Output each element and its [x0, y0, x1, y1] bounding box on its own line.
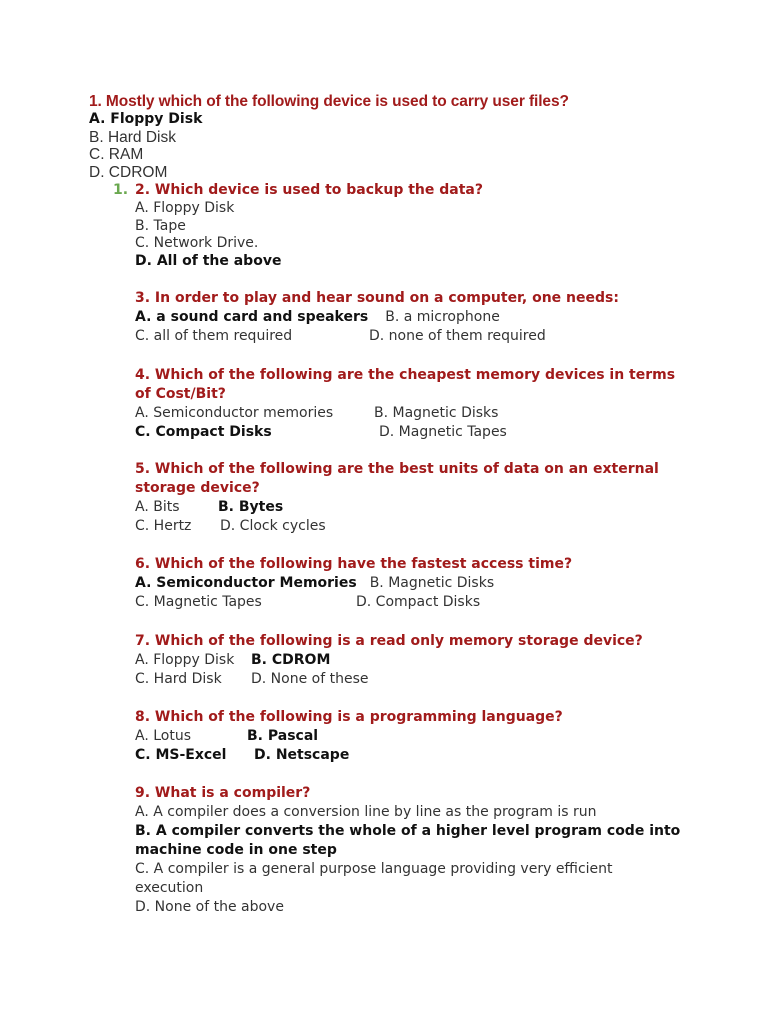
- question-3-text: 3. In order to play and hear sound on a computer, one needs:: [135, 290, 619, 306]
- question-5-option-b: B. Bytes: [218, 499, 284, 515]
- question-1-option-d: D. CDROM: [89, 163, 168, 181]
- question-2-option-a: A. Floppy Disk: [135, 200, 235, 216]
- question-7-option-b: B. CDROM: [251, 652, 331, 668]
- question-4-option-a: A. Semiconductor memories: [135, 405, 334, 421]
- question-6-option-a: A. Semiconductor Memories: [135, 575, 357, 591]
- question-3-option-b: B. a microphone: [385, 309, 500, 325]
- question-4-option-c: C. Compact Disks: [135, 424, 272, 440]
- question-9-option-d: D. None of the above: [135, 899, 284, 915]
- question-3-option-a: A. a sound card and speakers: [135, 309, 369, 325]
- question-9-option-b: B. A compiler converts the whole of a higher level program code into machine code in one step: [135, 823, 681, 858]
- question-8-option-c: C. MS-Excel: [135, 747, 227, 763]
- question-6-text: 6. Which of the following have the fastest access time?: [135, 556, 573, 572]
- question-4-text: 4. Which of the following are the cheapest memory devices in terms of Cost/Bit?: [135, 367, 676, 402]
- question-3-option-c: C. all of them required: [135, 328, 293, 344]
- question-5-option-d: D. Clock cycles: [220, 518, 326, 534]
- question-9-option-a: A. A compiler does a conversion line by line as the program is run: [135, 804, 597, 820]
- question-9: [135, 784, 735, 917]
- question-5: [135, 460, 735, 536]
- question-2-option-b: B. Tape: [135, 217, 186, 234]
- question-3: [135, 289, 735, 346]
- question-2-option-c: C. Network Drive.: [135, 235, 259, 251]
- question-1-option-c: C. RAM: [89, 146, 144, 164]
- question-8-option-a: A. Lotus: [135, 728, 192, 744]
- question-9-option-c: C. A compiler is a general purpose language providing very efficient execution: [135, 861, 613, 896]
- question-7: [135, 632, 735, 689]
- question-2-option-d: D. All of the above: [135, 252, 282, 269]
- question-6: [135, 555, 735, 612]
- question-1-option-b: B. Hard Disk: [89, 128, 176, 146]
- question-1-text: 1. Mostly which of the following device is used to carry user files?: [89, 93, 569, 110]
- question-8-option-b: B. Pascal: [247, 728, 319, 744]
- question-9-text: 9. What is a compiler?: [135, 785, 311, 801]
- question-7-option-c: C. Hard Disk: [135, 671, 222, 687]
- question-6-option-b: B. Magnetic Disks: [369, 575, 495, 591]
- question-4-option-d: D. Magnetic Tapes: [379, 424, 507, 440]
- question-1: [89, 93, 749, 181]
- question-1-option-a: A. Floppy Disk: [89, 111, 203, 127]
- question-6-option-d: D. Compact Disks: [356, 594, 481, 610]
- question-7-option-d: D. None of these: [251, 671, 369, 687]
- question-7-text: 7. Which of the following is a read only memory storage device?: [135, 633, 643, 649]
- question-6-option-c: C. Magnetic Tapes: [135, 594, 262, 610]
- question-2: [135, 181, 735, 270]
- question-8-option-d: D. Netscape: [254, 747, 350, 763]
- question-7-option-a: A. Floppy Disk: [135, 652, 235, 668]
- question-5-option-a: A. Bits: [135, 499, 180, 515]
- question-5-text: 5. Which of the following are the best units of data on an external storage device?: [135, 461, 659, 496]
- question-8: [135, 708, 735, 765]
- question-4: [135, 366, 735, 442]
- list-number-marker: 1.: [113, 182, 129, 198]
- question-4-option-b: B. Magnetic Disks: [374, 405, 499, 421]
- question-2-text: 2. Which device is used to backup the data?: [135, 182, 483, 198]
- question-5-option-c: C. Hertz: [135, 518, 192, 534]
- question-8-text: 8. Which of the following is a programming language?: [135, 709, 563, 725]
- question-3-option-d: D. none of them required: [369, 328, 546, 344]
